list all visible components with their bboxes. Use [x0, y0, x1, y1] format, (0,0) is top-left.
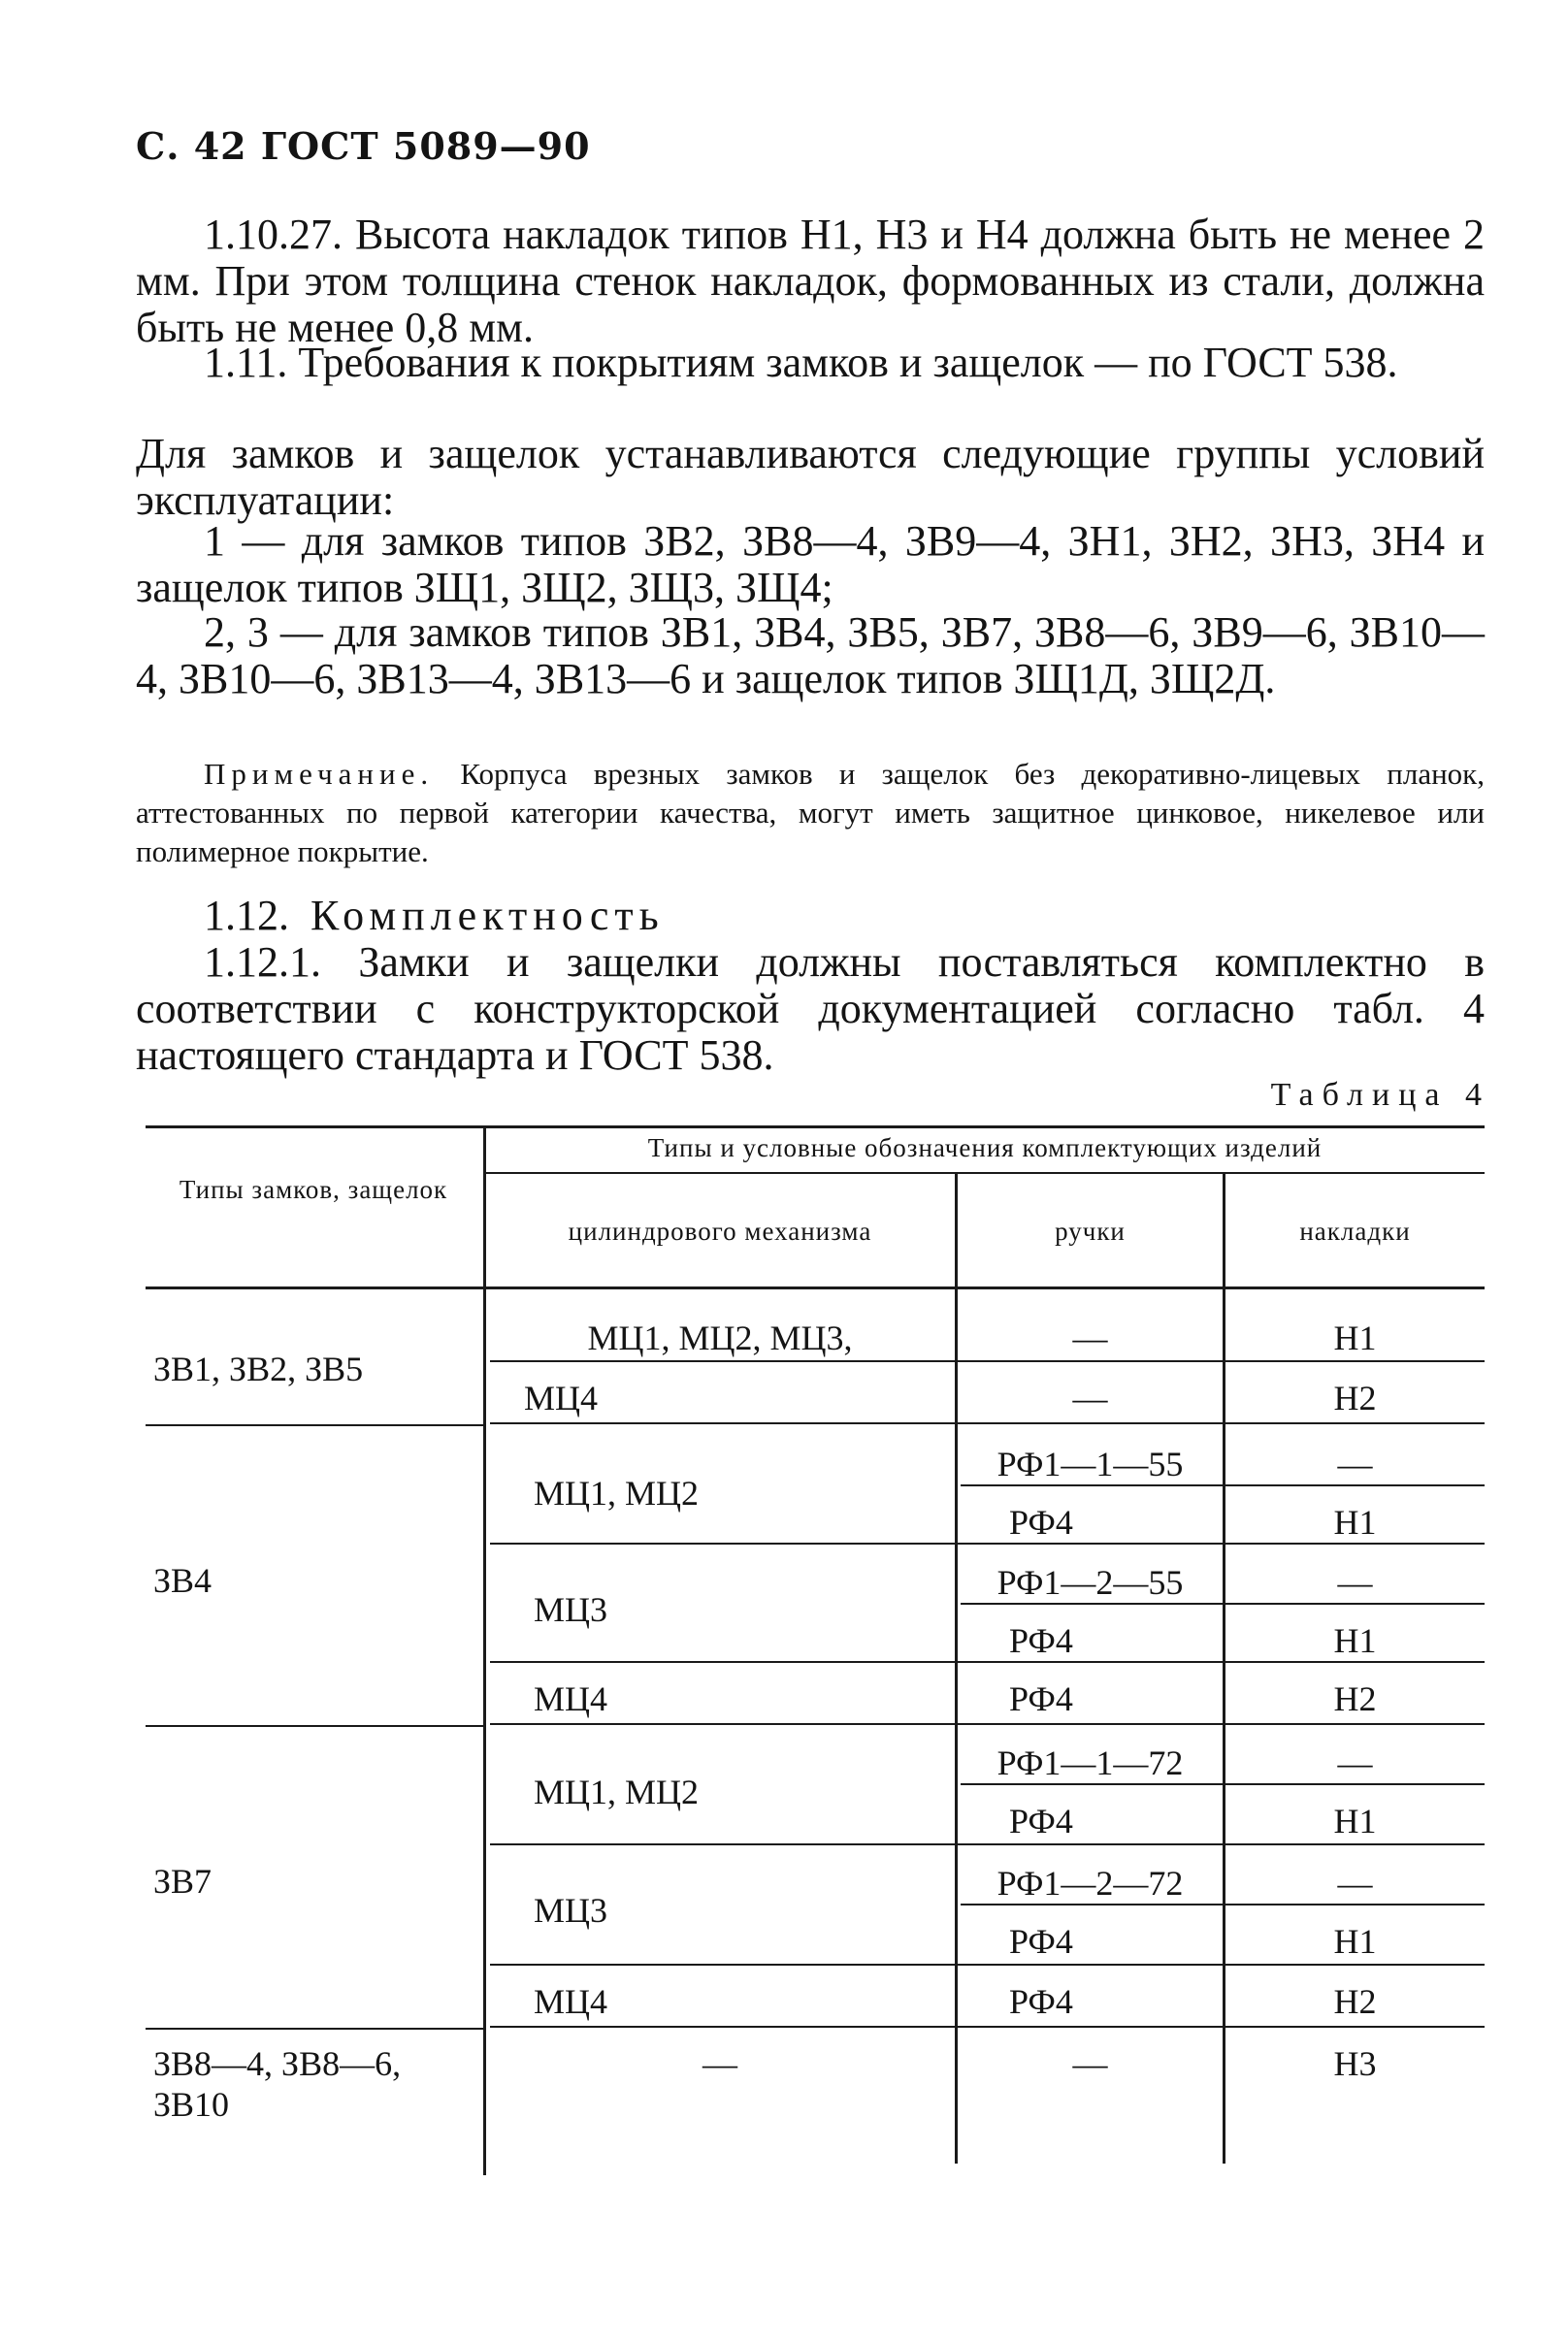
paragraph-text: 1.10.27. Высота накладок типов Н1, Н3 и Н4 должна быть не менее 2 мм. При этом толщина стенок накладок, формованных из стали, должна быть не менее 0,8 мм.: [136, 211, 1485, 351]
note-paragraph: [136, 755, 1485, 871]
paragraph-1-11: [136, 340, 1485, 386]
cell-types-zv8-line2: ЗВ10: [153, 2085, 230, 2124]
note-label: Примечание.: [204, 757, 435, 791]
note-text: Корпуса врезных замков и защелок без декоративно-лицевых планок, аттестованных по первой категории качества, могут иметь защитное цинковое, никелевое или полимерное покрытие.: [136, 757, 1485, 868]
paragraph-text: 1 — для замков типов ЗВ2, ЗВ8—4, ЗВ9—4, ЗН1, ЗН2, ЗН3, ЗН4 и защелок типов ЗЩ1, ЗЩ2, ЗЩ3, ЗЩ4;: [136, 517, 1485, 611]
cell-handle: РФ4: [1009, 1922, 1073, 1961]
section-number: 1.12.: [204, 892, 289, 939]
cell-mech: МЦ3: [534, 1590, 608, 1629]
row-rule: [490, 1422, 1485, 1424]
cell-mech: МЦ4: [534, 1679, 608, 1718]
page-header: С. 42 ГОСТ 5089—90: [136, 124, 591, 168]
paragraph-group-2-3: [136, 609, 1485, 702]
table-header-rule: [146, 1286, 1485, 1289]
cell-plate: —: [1337, 1563, 1373, 1602]
cell-plate: Н2: [1333, 1679, 1377, 1718]
cell-plate: —: [1337, 1743, 1373, 1782]
cell-handle: —: [1072, 1379, 1108, 1417]
cell-handle: РФ1—2—72: [996, 1864, 1184, 1903]
cell-types-zv7: ЗВ7: [153, 1862, 212, 1901]
section-heading-line: [136, 893, 1485, 939]
note-block: [136, 755, 1485, 871]
row-rule: [961, 1603, 1485, 1605]
group-rule-zv4: [146, 1424, 485, 1426]
cell-handle: РФ4: [1009, 1621, 1073, 1660]
cell-handle: РФ4: [1009, 1982, 1073, 2021]
cell-plate: Н1: [1333, 1621, 1377, 1660]
section-title: Комплектность: [310, 892, 665, 939]
subheader-rule: [485, 1172, 1485, 1174]
cell-mech: МЦ1, МЦ2: [534, 1773, 700, 1811]
cell-handle: РФ4: [1009, 1503, 1073, 1542]
cell-mech: МЦ4: [534, 1982, 608, 2021]
row-rule: [490, 2026, 1485, 2028]
row-rule: [961, 1484, 1485, 1486]
paragraph-1-10-27: [136, 212, 1485, 351]
col-rule-1: [483, 1127, 486, 2175]
cell-handle: —: [1072, 2044, 1108, 2083]
paragraph-text: Для замков и защелок устанавливаются следующие группы условий эксплуатации:: [136, 430, 1485, 524]
header-plate: накладки: [1299, 1217, 1411, 1246]
cell-mech: —: [702, 2044, 737, 2083]
row-rule: [961, 1904, 1485, 1905]
cell-handle: РФ4: [1009, 1679, 1073, 1718]
group-rule-zv7: [146, 1725, 485, 1727]
cell-plate: Н1: [1333, 1503, 1377, 1542]
cell-plate: —: [1337, 1445, 1373, 1483]
row-rule: [490, 1723, 1485, 1725]
cell-handle: —: [1072, 1319, 1108, 1357]
paragraph-1-12-1: [136, 939, 1485, 1079]
cell-types-zv1: ЗВ1, ЗВ2, ЗВ5: [153, 1350, 364, 1388]
row-rule: [490, 1360, 1485, 1362]
paragraph-text: 1.11. Требования к покрытиям замков и защелок — по ГОСТ 538.: [204, 339, 1398, 386]
row-rule: [490, 1843, 1485, 1845]
cell-mech: МЦ1, МЦ2: [534, 1474, 700, 1513]
section-heading: [136, 893, 1485, 939]
paragraph-text: 2, 3 — для замков типов ЗВ1, ЗВ4, ЗВ5, ЗВ7, ЗВ8—6, ЗВ9—6, ЗВ10—4, ЗВ10—6, ЗВ13—4, ЗВ13—6 и защелок типов ЗЩ1Д, ЗЩ2Д.: [136, 608, 1485, 702]
cell-handle: РФ1—1—55: [996, 1445, 1184, 1483]
header-cylinder: цилиндрового механизма: [568, 1217, 872, 1246]
header-types: Типы замков, защелок: [179, 1175, 448, 1204]
cell-handle: РФ4: [1009, 1802, 1073, 1840]
cell-plate: Н1: [1333, 1922, 1377, 1961]
header-group: Типы и условные обозначения комплектующих изделий: [647, 1133, 1323, 1162]
cell-handle: РФ1—2—55: [996, 1563, 1184, 1602]
group-rule-zv8: [146, 2028, 485, 2030]
row-rule: [490, 1543, 1485, 1545]
row-rule: [961, 1783, 1485, 1785]
cell-types-zv8-line1: ЗВ8—4, ЗВ8—6,: [153, 2044, 402, 2083]
cell-handle: РФ1—1—72: [996, 1743, 1184, 1782]
cell-types-zv4: ЗВ4: [153, 1561, 212, 1600]
cell-mech: МЦ4: [524, 1379, 599, 1417]
cell-plate: Н1: [1333, 1802, 1377, 1840]
cell-plate: Н2: [1333, 1982, 1377, 2021]
paragraph-text: 1.12.1. Замки и защелки должны поставляться комплектно в соответствии с конструкторской документацией согласно табл. 4 настоящего стандарта и ГОСТ 538.: [136, 938, 1485, 1079]
paragraph-groups: [136, 431, 1485, 524]
cell-mech: МЦ1, МЦ2, МЦ3,: [587, 1319, 853, 1357]
row-rule: [490, 1964, 1485, 1966]
cell-mech: МЦ3: [534, 1891, 608, 1930]
cell-plate: Н3: [1333, 2044, 1377, 2083]
table-top-rule: [146, 1125, 1485, 1128]
row-rule: [490, 1661, 1485, 1663]
header-handle: ручки: [1055, 1217, 1126, 1246]
cell-plate: Н2: [1333, 1379, 1377, 1417]
cell-plate: Н1: [1333, 1319, 1377, 1357]
cell-plate: —: [1337, 1864, 1373, 1903]
table-caption: Таблица 4: [1270, 1077, 1490, 1113]
paragraph-group-1: [136, 518, 1485, 611]
